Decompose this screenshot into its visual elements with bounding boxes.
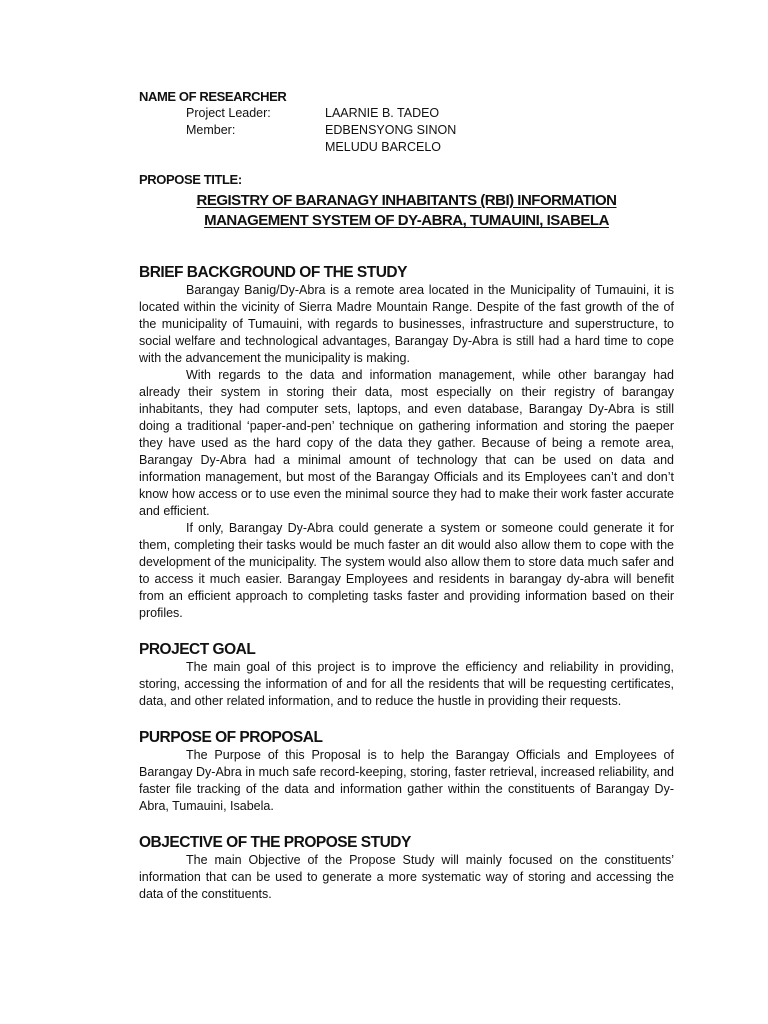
researcher-name: EDBENSYONG SINON: [325, 123, 457, 137]
researcher-role: Member:: [186, 123, 236, 137]
purpose-paragraph: The Purpose of this Proposal is to help the Barangay Officials and Employees of Barangay Dy-Abra in much safe record-keeping, storing, faster retrieval, increased reliability, and faster file tracking of the data and information gather within the constituents of Barangay Dy-Abra, Tumauini, Isabela.: [139, 748, 674, 813]
objective-paragraph: The main Objective of the Propose Study will mainly focused on the constituents’ information that can be used to generate a more systematic way of storing and accessing the data of the constituents.: [139, 853, 674, 901]
purpose-section: [139, 728, 674, 815]
proposal-title-line-2: MANAGEMENT SYSTEM OF DY-ABRA, TUMAUINI, ISABELA: [204, 212, 609, 229]
title-heading: PROPOSE TITLE:: [139, 172, 242, 187]
background-section: [139, 263, 674, 622]
goal-heading: PROJECT GOAL: [139, 641, 256, 658]
researcher-row-leader: [139, 105, 674, 122]
objective-section: [139, 833, 674, 903]
background-paragraph-1: Barangay Banig/Dy-Abra is a remote area located in the Municipality of Tumauini, it is located within the vicinity of Sierra Madre Mountain Range. Despite of the fast growth of the of the municipality of Tumauini, with regards to businesses, infrastructure and superstructure, to social welfare and technological advantages, Barangay Dy-Abra is still had a hard time to cope with the advancement the municipality is making.: [139, 283, 674, 365]
researcher-role: Project Leader:: [186, 106, 271, 120]
researcher-row-member-2: [139, 139, 674, 156]
purpose-heading: PURPOSE OF PROPOSAL: [139, 729, 323, 746]
proposal-title: [139, 191, 674, 231]
objective-heading: OBJECTIVE OF THE PROPOSE STUDY: [139, 834, 411, 851]
background-heading: BRIEF BACKGROUND OF THE STUDY: [139, 264, 407, 281]
researcher-row-member-1: [139, 122, 674, 139]
researcher-name: MELUDU BARCELO: [325, 140, 441, 154]
background-paragraph-2: With regards to the data and information management, while other barangay had already their system in storing their data, most especially on their registry of barangay inhabitants, they had computer sets, laptops, and even database, Barangay Dy-Abra is still doing a traditional ‘paper-and-pen’ technique on gathering information and storing the paeper they have used as the hard copy of the data they gather. Because of being a remote area, Barangay Dy-Abra had a minimal amount of technology that can be used on data and information management, but most of the Barangay Officials and its Employees can’t and don’t know how access or to use even the minimal source they had to make their work faster accurate and efficient.: [139, 368, 674, 518]
goal-section: [139, 640, 674, 710]
goal-paragraph: The main goal of this project is to improve the efficiency and reliability in providing, storing, accessing the information of and for all the residents that will be requesting certificates, data, and other related information, and to reduce the hustle in providing their requests.: [139, 660, 674, 708]
researcher-name: LAARNIE B. TADEO: [325, 106, 440, 120]
researcher-role: [139, 139, 325, 156]
proposal-title-line-1: REGISTRY OF BARANAGY INHABITANTS (RBI) INFORMATION: [196, 192, 617, 209]
background-paragraph-3: If only, Barangay Dy-Abra could generate a system or someone could generate it for them, completing their tasks would be much faster an dit would also allow them to cope with the development of the municipality. The system would also allow them to store data much safer and to access it much easier. Barangay Employees and residents in barangay dy-abra will benefit from an efficient approach to completing tasks faster and providing information based on their profiles.: [139, 521, 674, 620]
document-page: [139, 86, 674, 903]
title-section: [139, 171, 674, 231]
researchers-heading: NAME OF RESEARCHER: [139, 89, 287, 104]
researchers-section: [139, 88, 674, 156]
